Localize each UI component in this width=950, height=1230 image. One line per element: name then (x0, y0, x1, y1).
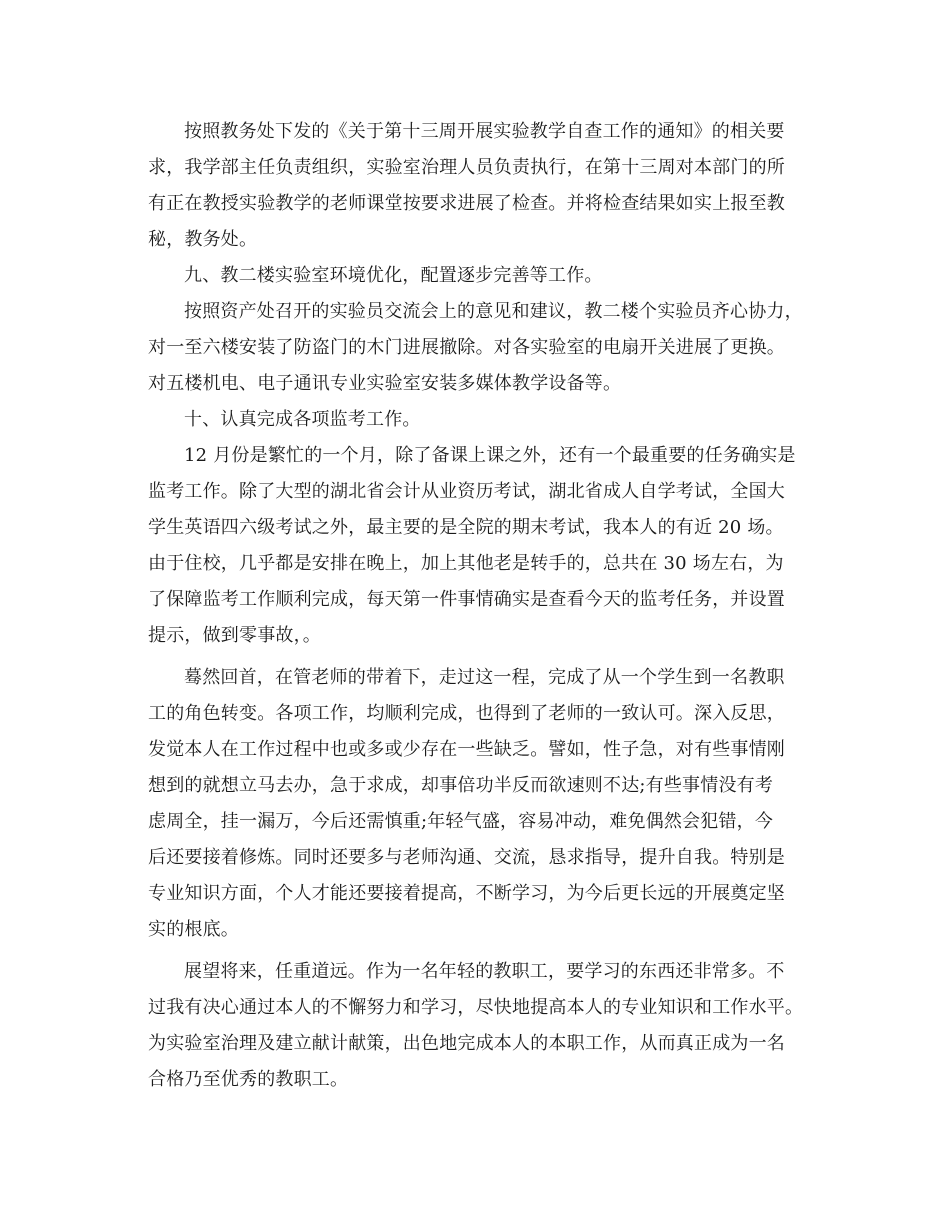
text-line: 蓦然回首，在管老师的带着下，走过这一程，完成了从一个学生到一名教职 (184, 667, 785, 688)
text-line: 了保障监考工作顺利完成，每天第一件事情确实是查看今天的监考任务，并设置 (148, 589, 785, 610)
text-line: 12 月份是繁忙的一个月，除了备课上课之外，还有一个最重要的任务确实是 (184, 445, 796, 466)
text-line: 按照教务处下发的《关于第十三周开展实验教学自查工作的通知》的相关要 (184, 121, 785, 142)
text-line: 对一至六楼安装了防盗门的木门进展撤除。对各实验室的电扇开关进展了更换。 (148, 337, 785, 358)
text-line: 监考工作。除了大型的湖北省会计从业资历考试，湖北省成人自学考试，全国大 (148, 481, 785, 502)
text-line: 过我有决心通过本人的不懈努力和学习，尽快地提高本人的专业知识和工作水平。 (148, 997, 804, 1018)
text-line: 专业知识方面，个人才能还要接着提高，不断学习，为今后更长远的开展奠定坚 (148, 883, 785, 904)
text-line: 发觉本人在工作过程中也或多或少存在一些缺乏。譬如，性子急，对有些事情刚 (148, 739, 785, 760)
text-line: 展望将来，任重道远。作为一名年轻的教职工，要学习的东西还非常多。不 (184, 961, 785, 982)
text-line: 想到的就想立马去办，急于求成，却事倍功半反而欲速则不达;有些事情没有考 (148, 775, 774, 796)
text-line: 后还要接着修炼。同时还要多与老师沟通、交流，恳求指导，提升自我。特别是 (148, 847, 785, 868)
text-line: 按照资产处召开的实验员交流会上的意见和建议，教二楼个实验员齐心协力， (184, 301, 803, 322)
text-line: 对五楼机电、电子通讯专业实验室安装多媒体教学设备等。 (148, 373, 622, 394)
section-heading: 九、教二楼实验室环境优化，配置逐步完善等工作。 (184, 265, 603, 286)
section-heading: 十、认真完成各项监考工作。 (184, 409, 421, 430)
text-line: 秘，教务处。 (148, 229, 258, 250)
text-line: 提示，做到零事故，。 (148, 625, 321, 646)
text-line: 由于住校，几乎都是安排在晚上，加上其他老是转手的，总共在 30 场左右，为 (148, 553, 784, 574)
text-line: 合格乃至优秀的教职工。 (148, 1069, 349, 1090)
text-line: 虑周全，挂一漏万，今后还需慎重;年轻气盛，容易冲动，难免偶然会犯错，今 (148, 811, 774, 832)
text-line: 为实验室治理及建立献计献策，出色地完成本人的本职工作，从而真正成为一名 (148, 1033, 785, 1054)
text-line: 有正在教授实验教学的老师课堂按要求进展了检查。并将检查结果如实上报至教 (148, 193, 785, 214)
text-line: 实的根底。 (148, 919, 239, 940)
text-line: 求，我学部主任负责组织，实验室治理人员负责执行，在第十三周对本部门的所 (148, 157, 785, 178)
text-line: 工的角色转变。各项工作，均顺利完成，也得到了老师的一致认可。深入反思， (148, 703, 785, 724)
text-line: 学生英语四六级考试之外，最主要的是全院的期末考试，我本人的有近 20 场。 (148, 517, 784, 538)
